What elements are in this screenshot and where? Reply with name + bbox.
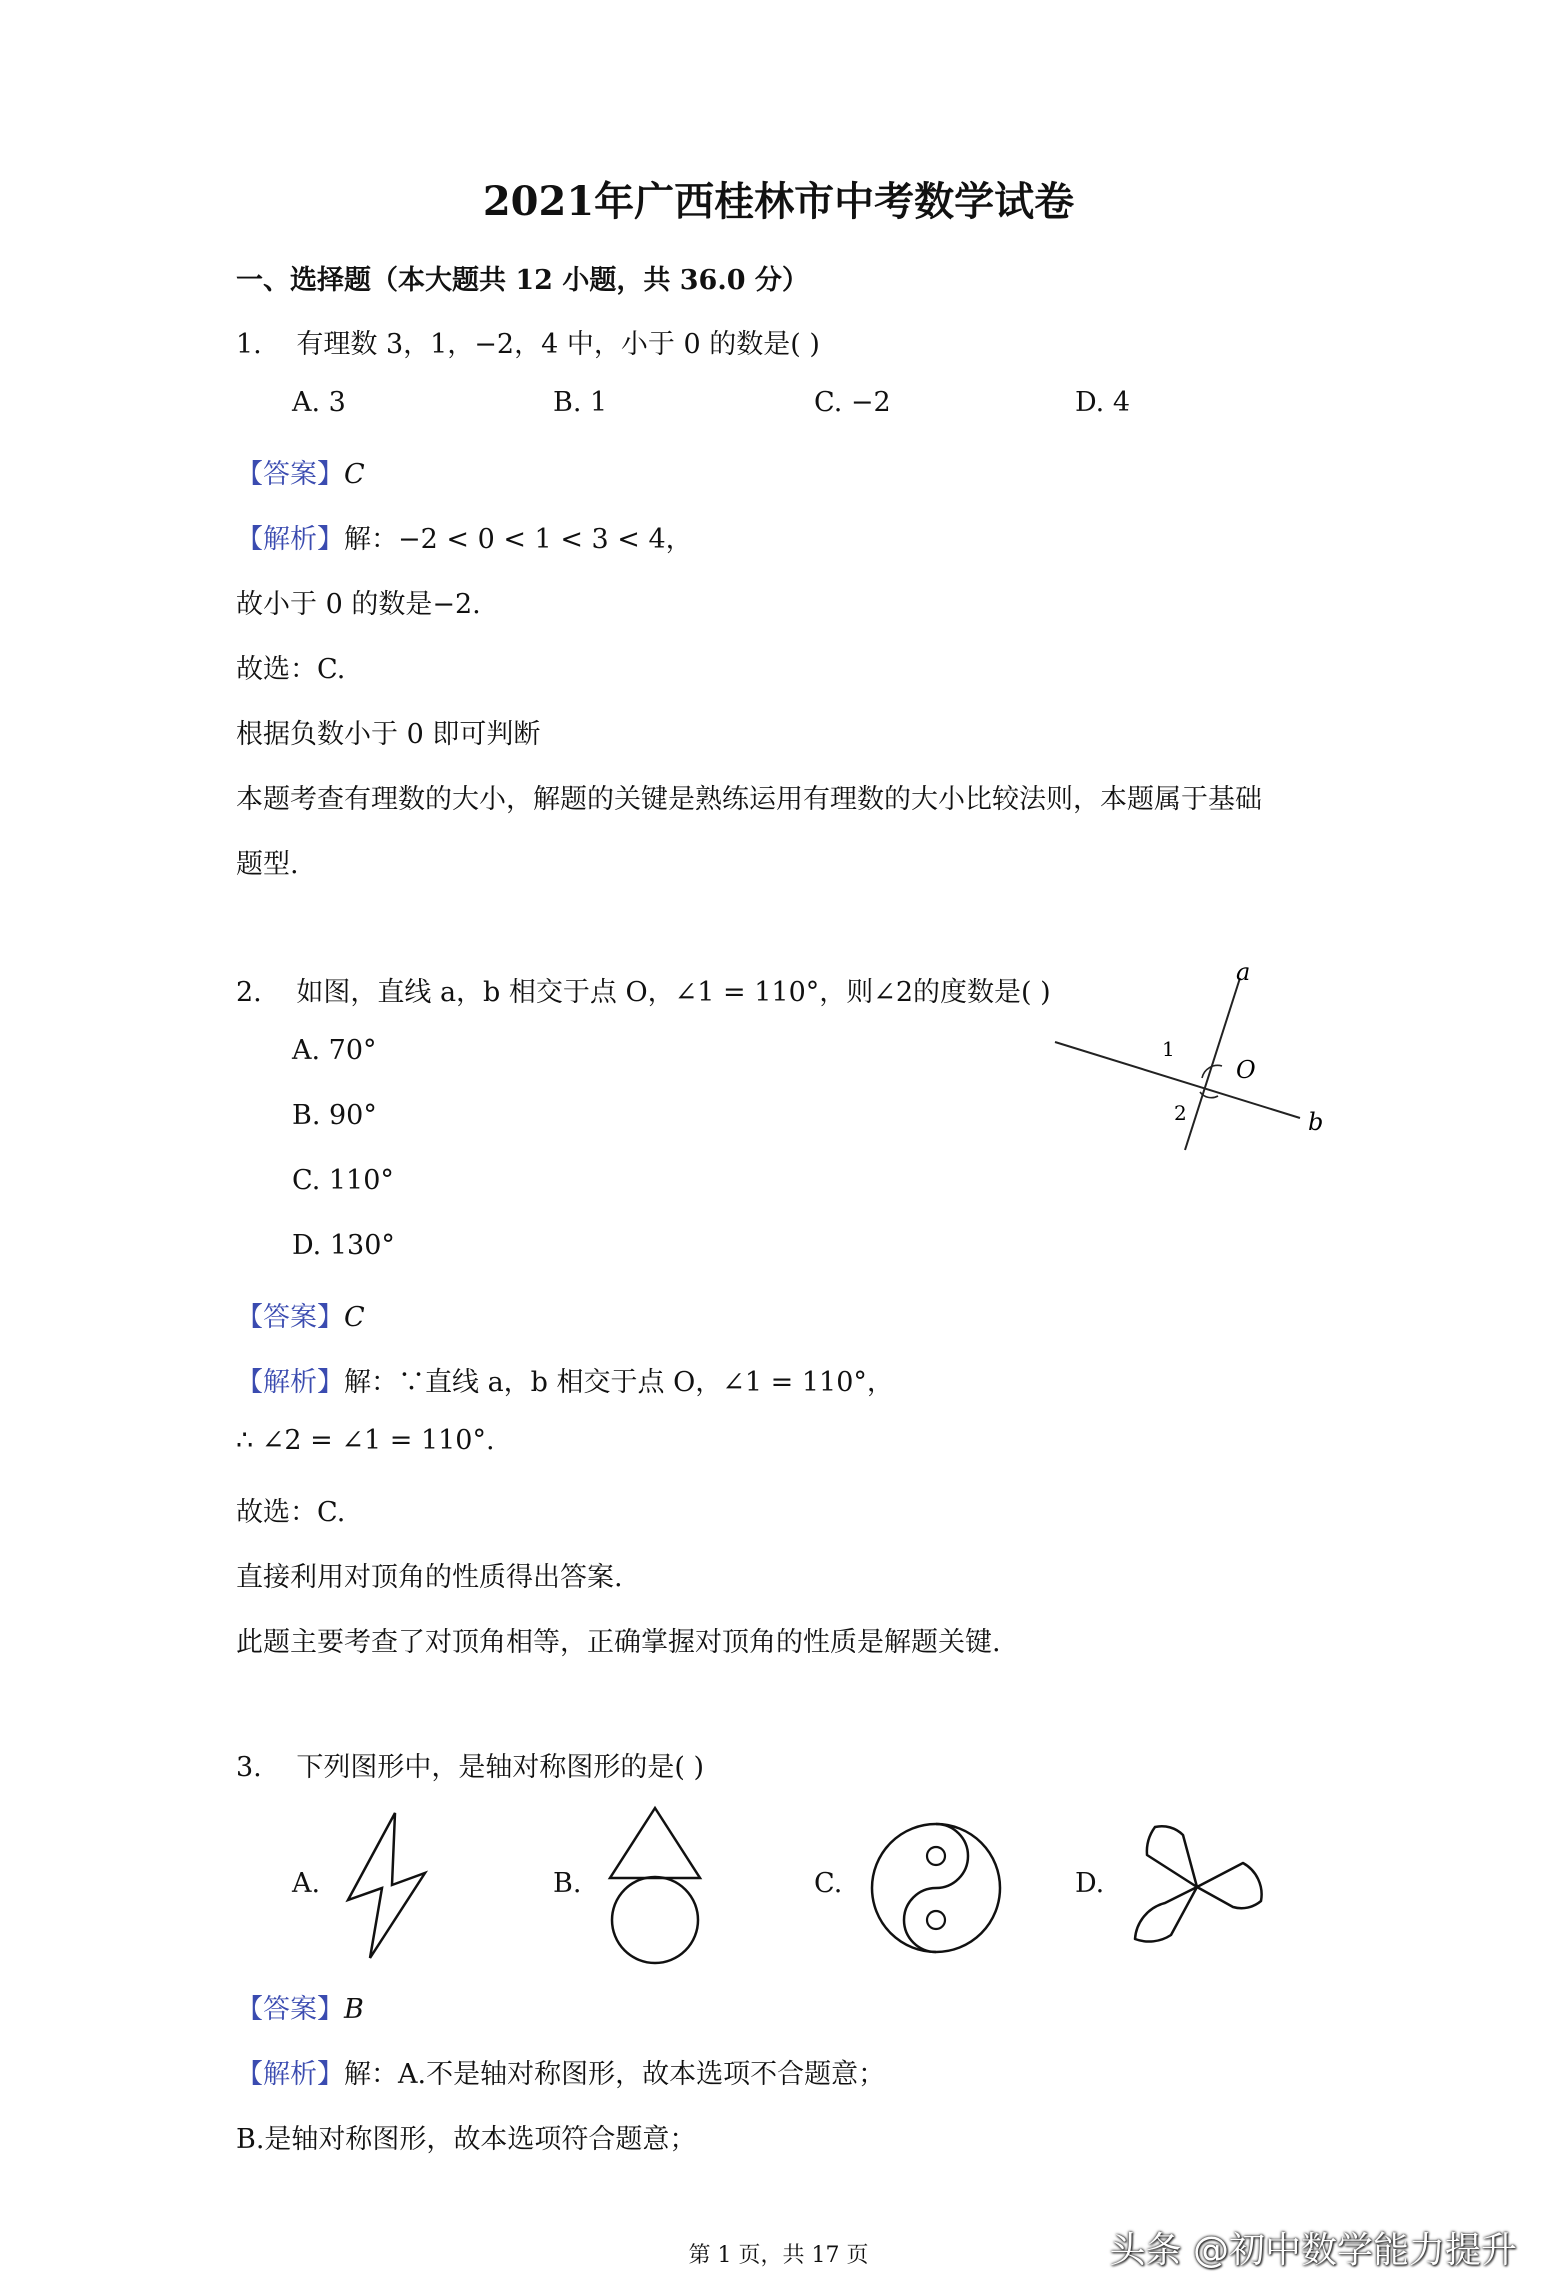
answer-line [236, 452, 365, 491]
analysis-line [236, 2052, 885, 2091]
section-heading: 一、选择题（本大题共 12 小题，共 36.0 分） [236, 265, 809, 296]
question-text: 下列图形中，是轴对称图形的是( ) [296, 1752, 705, 1783]
question-number: 3. [236, 1752, 262, 1783]
point-o-label: O [1236, 1056, 1256, 1084]
line-a-label: a [1236, 958, 1251, 986]
pinwheel-shape [1125, 1815, 1275, 1965]
question-text: 有理数 3，1，−2，4 中，小于 0 的数是( ) [296, 329, 820, 360]
triangle-on-circle-shape [600, 1805, 710, 1975]
option-a: A. 3 [292, 387, 346, 418]
analysis-text: 题型. [236, 849, 299, 880]
question-number: 2. [236, 977, 262, 1008]
answer-value: C [344, 1302, 365, 1333]
watermark: 头条 @初中数学能力提升 [1109, 2230, 1517, 2271]
option-a: A. 70° [292, 1035, 377, 1066]
option-b: B. 1 [553, 387, 608, 418]
page-footer: 第 1 页，共 17 页 [688, 2243, 869, 2268]
question-1-stem [236, 322, 820, 361]
question-3-stem [236, 1745, 704, 1784]
analysis-text: 解：A.不是轴对称图形，故本选项不合题意； [344, 2059, 886, 2090]
answer-tag: 【答案】 [236, 1994, 344, 2025]
analysis-text: 故小于 0 的数是−2. [236, 589, 481, 620]
option-b: B. 90° [292, 1100, 377, 1131]
analysis-text: 故选：C. [236, 1497, 346, 1528]
option-b: B. [553, 1868, 582, 1899]
answer-tag: 【答案】 [236, 459, 344, 490]
option-d: D. 130° [292, 1230, 395, 1261]
lightning-bolt-shape [340, 1808, 440, 1968]
analysis-line [236, 1360, 894, 1399]
option-a: A. [292, 1868, 321, 1899]
question-2-stem [236, 970, 1051, 1009]
angle-1-label: 1 [1162, 1037, 1175, 1061]
option-c: C. −2 [814, 387, 891, 418]
question-number: 1. [236, 329, 262, 360]
option-c: C. [814, 1868, 843, 1899]
analysis-text: 故选：C. [236, 654, 346, 685]
angle-2-label: 2 [1174, 1101, 1187, 1125]
analysis-text: 直接利用对顶角的性质得出答案. [236, 1562, 623, 1593]
analysis-text: 本题考查有理数的大小，解题的关键是熟练运用有理数的大小比较法则，本题属于基础 [236, 784, 1262, 815]
analysis-line [236, 517, 693, 556]
answer-value: C [344, 459, 365, 490]
answer-line [236, 1295, 365, 1334]
analysis-text: 解：−2 < 0 < 1 < 3 < 4， [344, 524, 693, 555]
question-text: 如图，直线 a，b 相交于点 O，∠1 = 110°，则∠2的度数是( ) [296, 977, 1051, 1008]
analysis-text: ∴ ∠2 = ∠1 = 110°. [236, 1425, 495, 1456]
answer-value: B [344, 1994, 364, 2025]
analysis-text: 根据负数小于 0 即可判断 [236, 719, 541, 750]
analysis-tag: 【解析】 [236, 2059, 344, 2090]
option-d: D. 4 [1075, 387, 1131, 418]
intersecting-lines-figure [1050, 950, 1350, 1170]
option-c: C. 110° [292, 1165, 394, 1196]
page-title: 2021年广西桂林市中考数学试卷 [482, 178, 1075, 225]
analysis-text: B.是轴对称图形，故本选项符合题意； [236, 2124, 697, 2155]
analysis-text: 解：∵直线 a，b 相交于点 O，∠1 = 110°， [344, 1367, 894, 1398]
analysis-tag: 【解析】 [236, 1367, 344, 1398]
analysis-tag: 【解析】 [236, 524, 344, 555]
answer-tag: 【答案】 [236, 1302, 344, 1333]
answer-line [236, 1987, 364, 2026]
analysis-text: 此题主要考查了对顶角相等，正确掌握对顶角的性质是解题关键. [236, 1627, 1001, 1658]
option-d: D. [1075, 1868, 1105, 1899]
yin-yang-shape [866, 1818, 1006, 1958]
line-b-label: b [1308, 1108, 1324, 1136]
